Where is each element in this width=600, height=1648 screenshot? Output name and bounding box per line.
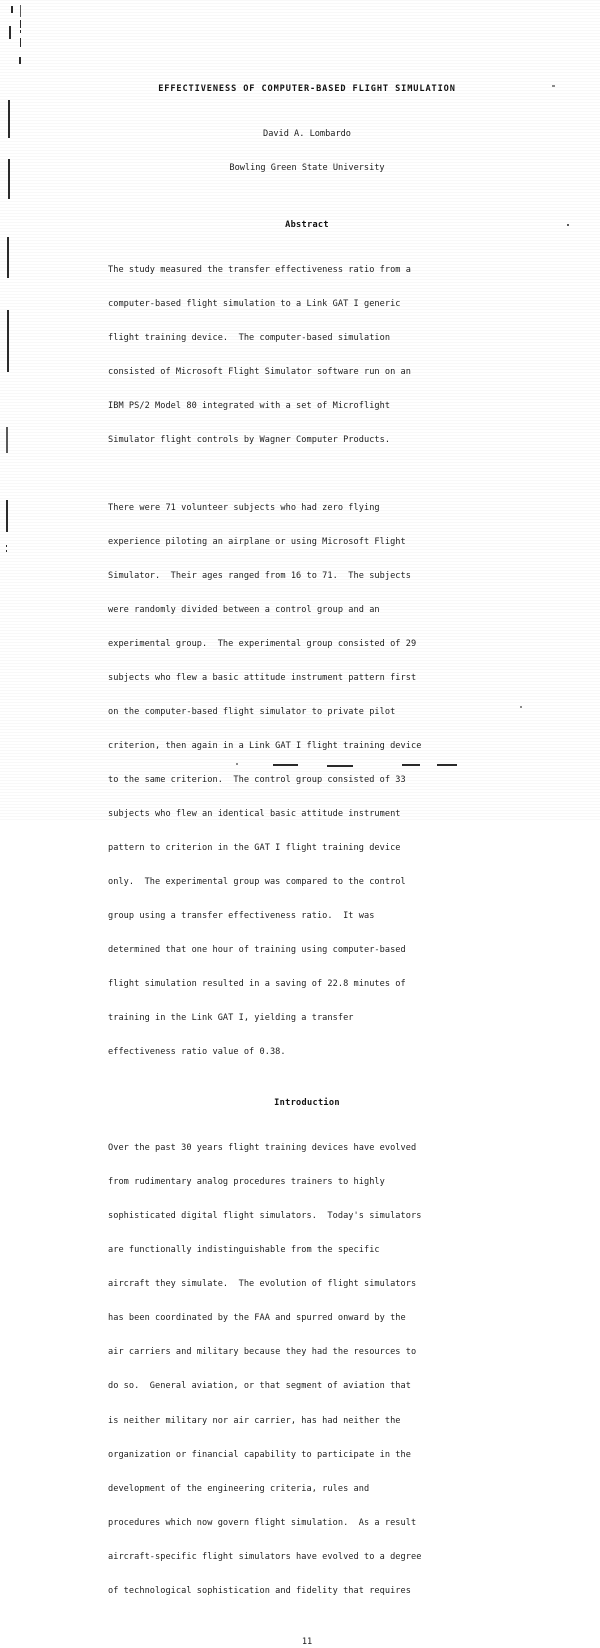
text-line: group using a transfer effectiveness ratio. It was <box>108 911 375 921</box>
scan-artifact-mark <box>6 545 7 547</box>
text-line: Simulator. Their ages ranged from 16 to 71. The subjects <box>108 570 411 581</box>
page-number: 11 <box>301 1636 313 1647</box>
text-line: Over the past 30 years flight training devices have evolved <box>108 1143 417 1154</box>
scan-artifact-mark <box>9 26 11 39</box>
scan-artifact-mark <box>19 57 21 64</box>
text-line: experimental group. The experimental group consisted of 29 <box>108 638 417 649</box>
author-name: David A. Lombardo <box>263 129 351 140</box>
document-body <box>108 84 506 1648</box>
text-line: is neither military nor air carrier, has had neither the <box>108 1415 401 1426</box>
section-heading-introduction: Introduction <box>274 1098 340 1109</box>
scan-artifact-mark <box>20 5 21 17</box>
author-affiliation: Bowling Green State University <box>229 163 385 174</box>
text-line: experience piloting an airplane or using Microsoft Flight <box>108 536 406 547</box>
scan-artifact-rule <box>7 310 9 372</box>
scan-artifact-rule <box>6 427 8 453</box>
text-line: Simulator flight controls by Wagner Computer Products. <box>108 434 391 445</box>
text-line: development of the engineering criteria, rules and <box>108 1483 370 1494</box>
scan-artifact-mark <box>20 30 21 33</box>
text-line: aircraft-specific flight simulators have evolved to a degree <box>108 1551 422 1562</box>
page-title: EFFECTIVENESS OF COMPUTER-BASED FLIGHT SIMULATION <box>158 84 456 94</box>
text-line: sophisticated digital flight simulators. Today's simulators <box>108 1211 422 1222</box>
paragraph <box>108 1121 506 1620</box>
scan-artifact-rule <box>8 159 10 199</box>
text-line: procedures which now govern flight simulation. As a result <box>108 1517 417 1528</box>
scan-artifact-speckle <box>552 85 555 87</box>
text-line: consisted of Microsoft Flight Simulator software run on an <box>108 366 411 377</box>
scan-artifact-rule <box>8 100 10 138</box>
text-line: The study measured the transfer effectiveness ratio from a <box>108 264 411 275</box>
text-line: determined that one hour of training using computer-based <box>108 945 406 956</box>
text-line: There were 71 volunteer subjects who had zero flying <box>108 502 380 513</box>
text-line: were randomly divided between a control group and an <box>108 604 380 615</box>
text-line: only. The experimental group was compared to the control <box>108 876 406 887</box>
text-line: subjects who flew a basic attitude instrument pattern first <box>108 672 417 683</box>
text-line: flight simulation resulted in a saving of 22.8 minutes of <box>108 979 406 990</box>
text-line: air carriers and military because they had the resources to <box>108 1347 417 1358</box>
scan-artifact-mark <box>20 20 21 28</box>
text-line: aircraft they simulate. The evolution of flight simulators <box>108 1279 417 1290</box>
text-line: do so. General aviation, or that segment of aviation that <box>108 1381 411 1392</box>
text-line: from rudimentary analog procedures trainers to highly <box>108 1177 385 1188</box>
paragraph <box>108 480 506 1081</box>
paragraph <box>108 242 506 469</box>
text-line: training in the Link GAT I, yielding a transfer <box>108 1013 354 1024</box>
byline <box>108 106 506 197</box>
scan-artifact-mark <box>6 550 7 552</box>
scan-artifact-rule <box>7 237 9 278</box>
section-heading-abstract: Abstract <box>285 219 329 230</box>
text-line: to the same criterion. The control group consisted of 33 <box>108 774 406 785</box>
text-line: of technological sophistication and fidelity that requires <box>108 1585 411 1596</box>
text-line: criterion, then again in a Link GAT I flight training device <box>108 740 422 751</box>
text-line: pattern to criterion in the GAT I flight training device <box>108 842 401 853</box>
scan-artifact-speckle <box>520 706 522 708</box>
text-line: IBM PS/2 Model 80 integrated with a set of Microflight <box>108 400 391 411</box>
scan-artifact-mark <box>20 38 21 47</box>
text-line: are functionally indistinguishable from the specific <box>108 1245 380 1256</box>
text-line: effectiveness ratio value of 0.38. <box>108 1047 286 1058</box>
text-line: has been coordinated by the FAA and spurred onward by the <box>108 1313 406 1324</box>
text-line: flight training device. The computer-based simulation <box>108 332 391 343</box>
scan-artifact-mark <box>11 6 13 13</box>
text-line: computer-based flight simulation to a Link GAT I generic <box>108 298 401 309</box>
scan-artifact-speckle <box>567 224 569 226</box>
scan-artifact-rule <box>6 500 8 532</box>
text-line: organization or financial capability to participate in the <box>108 1449 411 1460</box>
text-line: on the computer-based flight simulator to private pilot <box>108 706 396 717</box>
text-line: subjects who flew an identical basic attitude instrument <box>108 808 401 819</box>
